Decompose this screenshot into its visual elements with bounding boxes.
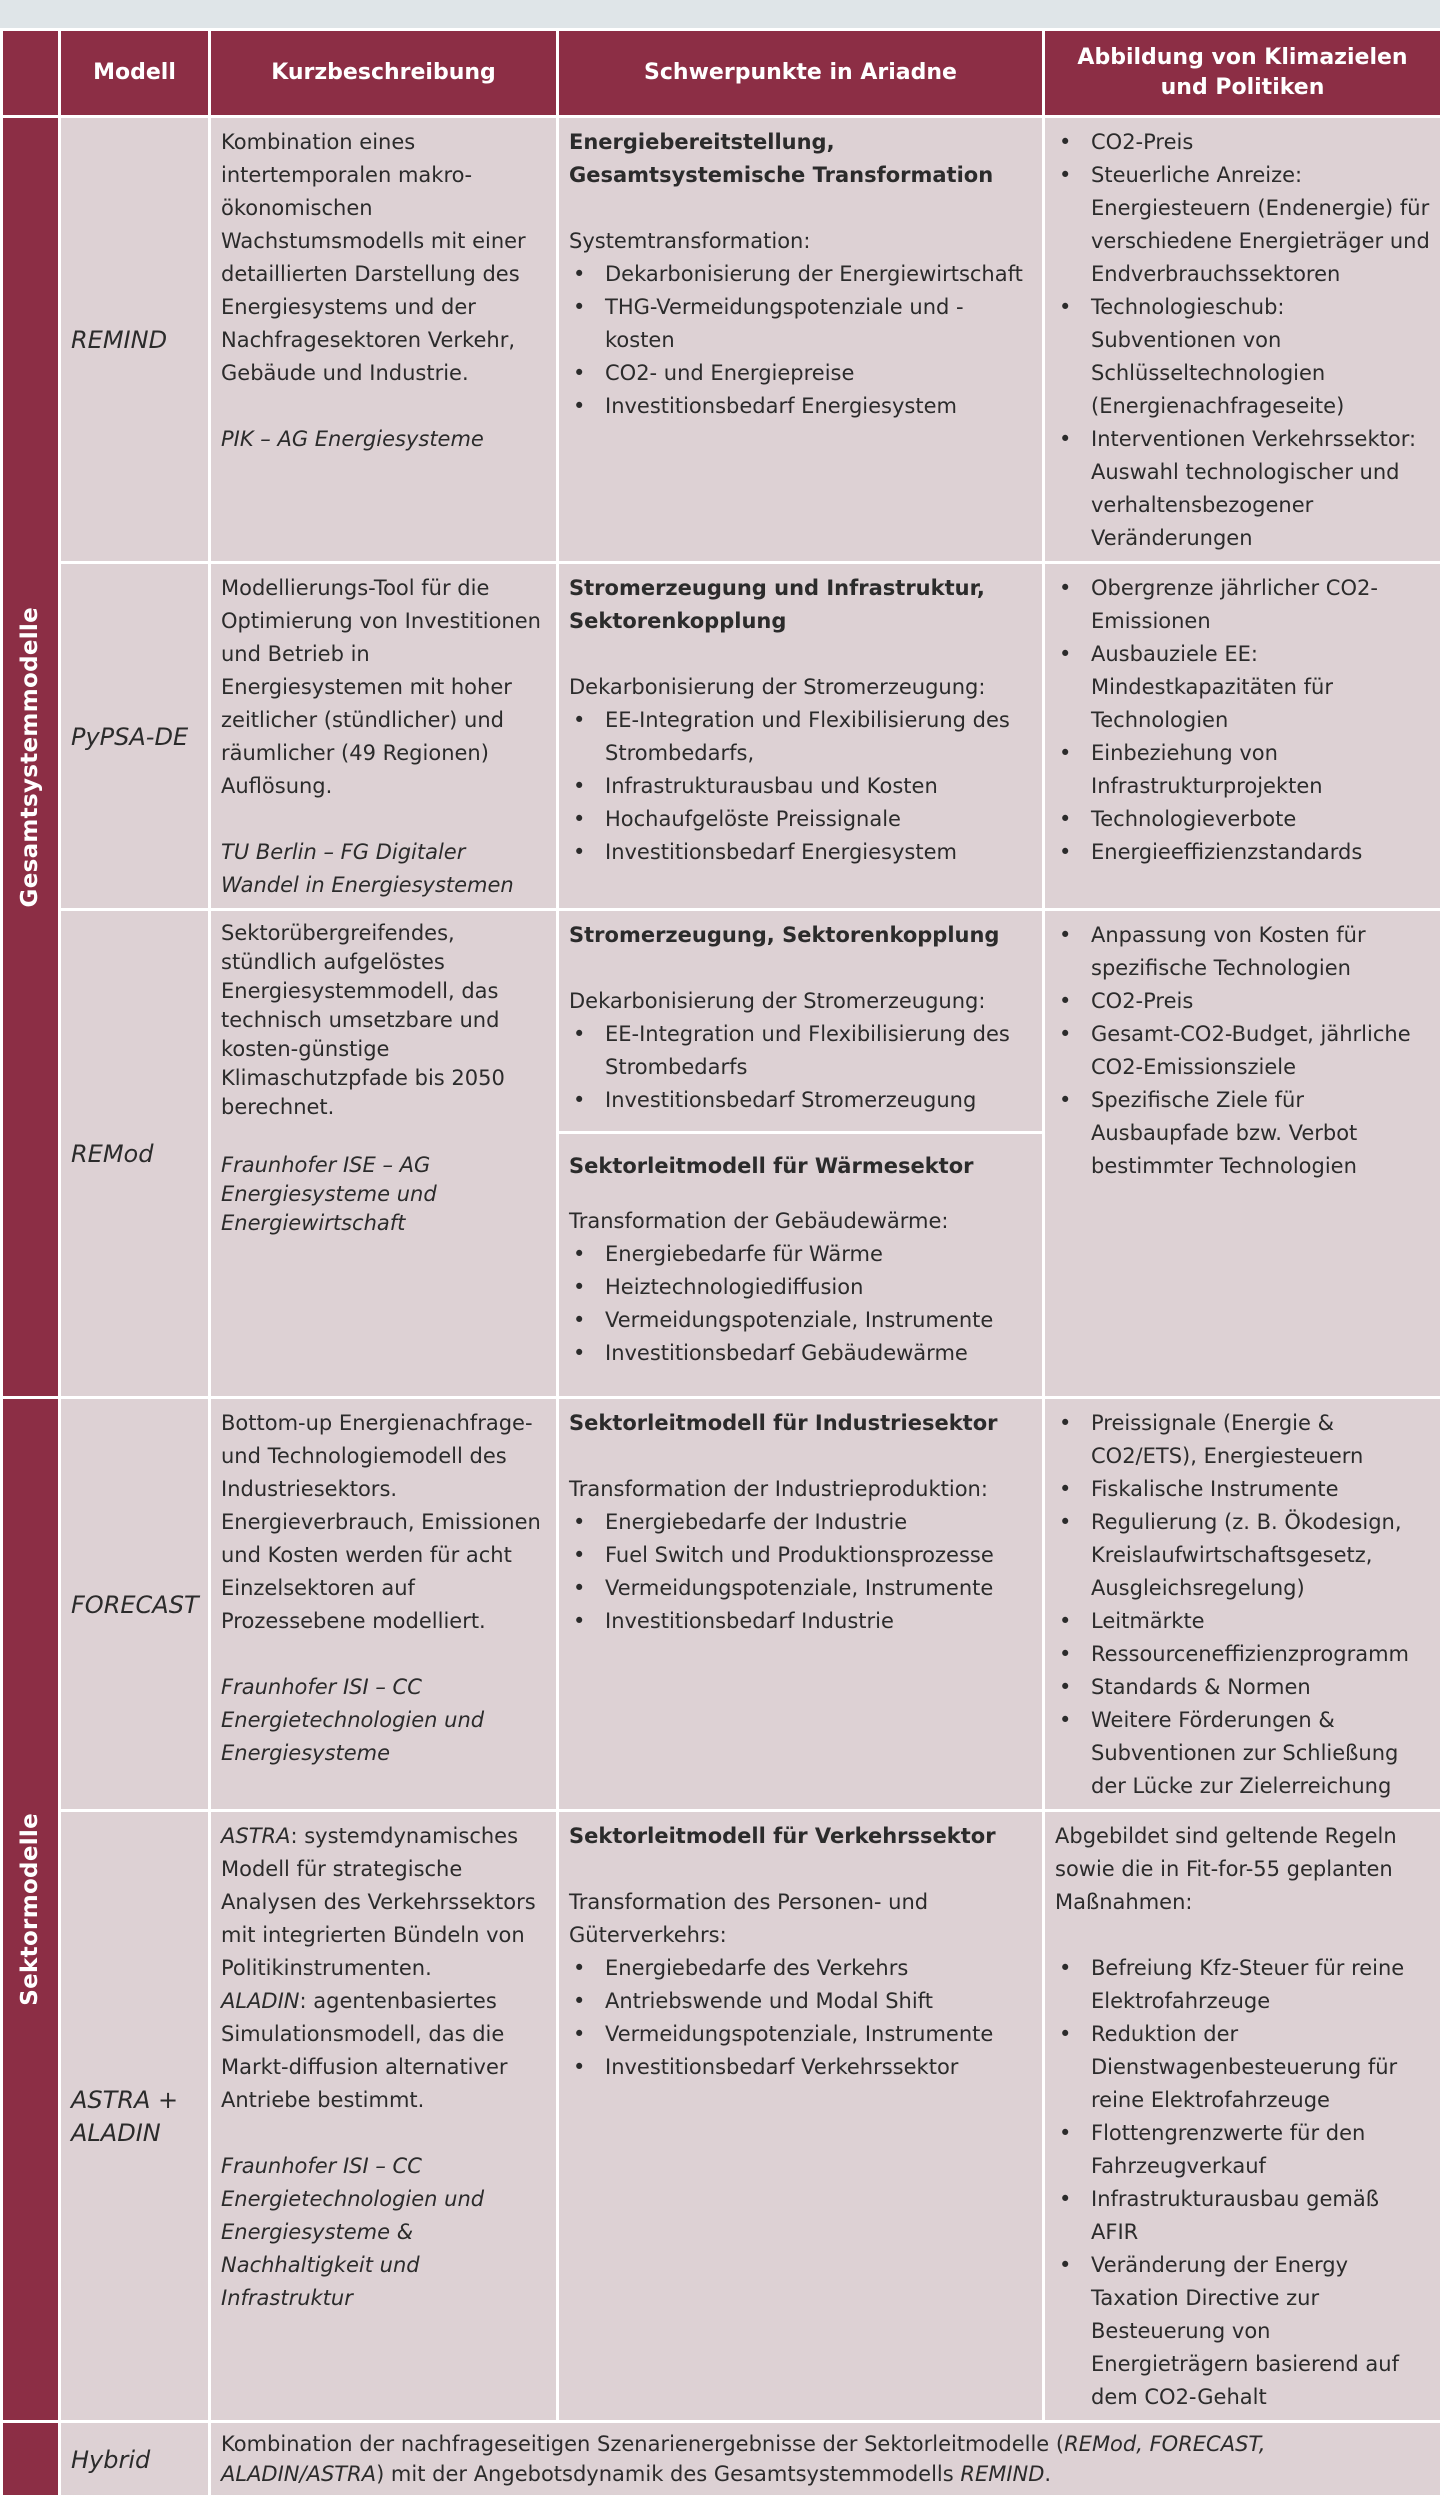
list-item: • Heiztechnologiediffusion xyxy=(569,1271,1032,1304)
list-item: • Fuel Switch und Produktionsprozesse xyxy=(569,1539,1032,1572)
list-item: • Befreiung Kfz-Steuer für reine Elektrofahrzeuge xyxy=(1055,1952,1430,2018)
model-name: PyPSA-DE xyxy=(60,563,210,910)
list-item: • Energiebedarfe der Industrie xyxy=(569,1506,1032,1539)
model-ref: ASTRA xyxy=(221,1824,290,1848)
list-item: • Reduktion der Dienstwagenbesteuerung für reine Elektrofahrzeuge xyxy=(1055,2018,1430,2117)
policy-list xyxy=(1055,126,1430,555)
focus-subtitle: Transformation des Personen- und Güterverkehrs: xyxy=(569,1886,1032,1952)
list-item: • Veränderung der Energy Taxation Directive zur Besteuerung von Energieträgern basierend auf dem CO2-Gehalt xyxy=(1055,2249,1430,2414)
list-item: • THG-Vermeidungspotenziale und -kosten xyxy=(569,291,1032,357)
institution: Fraunhofer ISI – CC Energietechnologien und Energiesysteme & Nachhaltigkeit und Infrastruktur xyxy=(221,2150,546,2315)
list-item: • EE-Integration und Flexibilisierung des Strombedarfs, xyxy=(569,704,1032,770)
focus-cell xyxy=(558,910,1044,1398)
description-cell xyxy=(210,1398,558,1811)
list-item: • Weitere Förderungen & Subventionen zur Schließung der Lücke zur Zielerreichung xyxy=(1055,1704,1430,1803)
model-name: Hybrid xyxy=(60,2422,210,2497)
institution: Fraunhofer ISE – AG Energiesysteme und Energiewirtschaft xyxy=(221,1151,546,1238)
header-corner xyxy=(2,30,60,117)
list-item: • CO2-Preis xyxy=(1055,126,1430,159)
list-item: • Antriebswende und Modal Shift xyxy=(569,1985,1032,2018)
hybrid-text-part: . xyxy=(1044,2462,1051,2486)
hybrid-remind: REMIND xyxy=(960,2462,1044,2486)
list-item: • EE-Integration und Flexibilisierung des Strombedarfs xyxy=(569,1018,1032,1084)
list-item: • Anpassung von Kosten für spezifische Technologien xyxy=(1055,919,1430,985)
focus-title: Sektorleitmodell für Industriesektor xyxy=(569,1407,1032,1440)
institution: Fraunhofer ISI – CC Energietechnologien und Energiesysteme xyxy=(221,1671,546,1770)
description-cell xyxy=(210,910,558,1398)
focus-section-warme xyxy=(559,1131,1042,1370)
category-label: Sektormodelle xyxy=(14,1813,47,2006)
description-cell xyxy=(210,117,558,563)
model-table xyxy=(0,28,1440,2498)
policy-intro: Abgebildet sind geltende Regeln sowie die in Fit-for-55 geplanten Maßnahmen: xyxy=(1055,1820,1430,1919)
focus-subtitle: Systemtransformation: xyxy=(569,225,1032,258)
policy-list xyxy=(1055,919,1430,1183)
list-item: • Obergrenze jährlicher CO2-Emissionen xyxy=(1055,572,1430,638)
description-cell xyxy=(210,563,558,910)
list-item: • Investitionsbedarf Stromerzeugung xyxy=(569,1084,1032,1117)
description-text: Modellierungs-Tool für die Optimierung von Investitionen und Betrieb in Energiesystemen mit hoher zeitlicher (stündlicher) und räumlicher (49 Regionen) Auflösung. xyxy=(221,576,541,798)
focus-list xyxy=(569,1506,1032,1638)
header-modell: Modell xyxy=(60,30,210,117)
list-item: • Investitionsbedarf Verkehrssektor xyxy=(569,2051,1032,2084)
row-hybrid xyxy=(2,2422,1440,2497)
description-cell xyxy=(210,1811,558,2422)
list-item: • Technologieschub: Subventionen von Schlüsseltechnologien (Energienachfrageseite) xyxy=(1055,291,1430,423)
focus-list xyxy=(569,1018,1032,1117)
list-item: • Steuerliche Anreize: Energiesteuern (Endenergie) für verschiedene Energieträger und Endverbrauchssektoren xyxy=(1055,159,1430,291)
description-text: : agentenbasiertes Simulationsmodell, das die Markt-diffusion alternativer Antriebe bestimmt. xyxy=(221,1989,508,2112)
header-row xyxy=(2,30,1440,117)
list-item: • Energiebedarfe des Verkehrs xyxy=(569,1952,1032,1985)
list-item: • Vermeidungspotenziale, Instrumente xyxy=(569,1304,1032,1337)
focus-title: Sektorleitmodell für Verkehrssektor xyxy=(569,1820,1032,1853)
list-item: • Interventionen Verkehrssektor: Auswahl technologischer und verhaltensbezogener Veränderungen xyxy=(1055,423,1430,555)
policy-cell xyxy=(1044,1398,1440,1811)
list-item: • Regulierung (z. B. Ökodesign, Kreislaufwirtschaftsgesetz, Ausgleichsregelung) xyxy=(1055,1506,1430,1605)
top-band xyxy=(0,0,1440,28)
category-sektor xyxy=(2,1398,60,2422)
policy-cell xyxy=(1044,117,1440,563)
focus-list xyxy=(569,258,1032,423)
header-schwerpunkte: Schwerpunkte in Ariadne xyxy=(558,30,1044,117)
list-item: • Hochaufgelöste Preissignale xyxy=(569,803,1032,836)
hybrid-models: REMod, FORECAST, ALADIN/ASTRA xyxy=(221,2432,1265,2486)
list-item: • Technologieverbote xyxy=(1055,803,1430,836)
focus-cell xyxy=(558,117,1044,563)
list-item: • Infrastrukturausbau gemäß AFIR xyxy=(1055,2183,1430,2249)
model-ref: ALADIN xyxy=(221,1989,300,2013)
focus-title: Stromerzeugung, Sektorenkopplung xyxy=(569,919,1032,952)
list-item: • Fiskalische Instrumente xyxy=(1055,1473,1430,1506)
row-forecast xyxy=(2,1398,1440,1811)
policy-list xyxy=(1055,1952,1430,2414)
focus-cell xyxy=(558,1398,1044,1811)
policy-list xyxy=(1055,572,1430,869)
description-text: : systemdynamisches Modell für strategische Analysen des Verkehrssektors mit integrierten Bündeln von Politikinstrumenten. xyxy=(221,1824,536,1980)
model-name: REMod xyxy=(60,910,210,1398)
focus-title: Sektorleitmodell für Wärmesektor xyxy=(569,1150,1032,1183)
policy-cell xyxy=(1044,910,1440,1398)
focus-list xyxy=(569,1952,1032,2084)
focus-cell xyxy=(558,1811,1044,2422)
category-label: Gesamtsystemmodelle xyxy=(14,607,47,907)
list-item: • Ressourceneffizienzprogramm xyxy=(1055,1638,1430,1671)
model-name: ASTRA + ALADIN xyxy=(60,1811,210,2422)
list-item: • Vermeidungspotenziale, Instrumente xyxy=(569,1572,1032,1605)
focus-list xyxy=(569,704,1032,869)
header-kurzbeschreibung: Kurzbeschreibung xyxy=(210,30,558,117)
list-item: • Investitionsbedarf Energiesystem xyxy=(569,390,1032,423)
model-name: REMIND xyxy=(60,117,210,563)
category-gesamtsystem xyxy=(2,117,60,1398)
focus-subtitle: Dekarbonisierung der Stromerzeugung: xyxy=(569,985,1032,1018)
institution: PIK – AG Energiesysteme xyxy=(221,423,546,456)
hybrid-text-part: ) mit der Angebotsdynamik des Gesamtsystemmodells xyxy=(376,2462,960,2486)
hybrid-description xyxy=(210,2422,1440,2497)
list-item: • Einbeziehung von Infrastrukturprojekten xyxy=(1055,737,1430,803)
description-text: Sektorübergreifendes, stündlich aufgelöstes Energiesystemmodell, das technisch umsetzbare und kosten-günstige Klimaschutzpfade bis 2050 berechnet. xyxy=(221,921,505,1119)
list-item: • Vermeidungspotenziale, Instrumente xyxy=(569,2018,1032,2051)
row-pypsa xyxy=(2,563,1440,910)
list-item: • Investitionsbedarf Gebäudewärme xyxy=(569,1337,1032,1370)
description-text: Kombination eines intertemporalen makroökonomischen Wachstumsmodells mit einer detaillierten Darstellung des Energiesystems und der Nachfragesektoren Verkehr, Gebäude und Industrie. xyxy=(221,130,526,385)
focus-subtitle: Transformation der Industrieproduktion: xyxy=(569,1473,1032,1506)
category-empty xyxy=(2,2422,60,2497)
list-item: • Preissignale (Energie & CO2/ETS), Energiesteuern xyxy=(1055,1407,1430,1473)
list-item: • Investitionsbedarf Industrie xyxy=(569,1605,1032,1638)
row-remind xyxy=(2,117,1440,563)
hybrid-text-part: Kombination der nachfrageseitigen Szenarienergebnisse der Sektorleitmodelle ( xyxy=(221,2432,1064,2456)
policy-cell xyxy=(1044,563,1440,910)
list-item: • Spezifische Ziele für Ausbaupfade bzw. Verbot bestimmter Technologien xyxy=(1055,1084,1430,1183)
list-item: • Energiebedarfe für Wärme xyxy=(569,1238,1032,1271)
model-name: FORECAST xyxy=(60,1398,210,1811)
focus-cell xyxy=(558,563,1044,910)
focus-subtitle: Dekarbonisierung der Stromerzeugung: xyxy=(569,671,1032,704)
list-item: • Energieeffizienzstandards xyxy=(1055,836,1430,869)
focus-subtitle: Transformation der Gebäudewärme: xyxy=(569,1205,1032,1238)
list-item: • CO2- und Energiepreise xyxy=(569,357,1032,390)
focus-title: Stromerzeugung und Infrastruktur, Sektorenkopplung xyxy=(569,572,1032,638)
list-item: • Standards & Normen xyxy=(1055,1671,1430,1704)
list-item: • Ausbauziele EE: Mindestkapazitäten für Technologien xyxy=(1055,638,1430,737)
description-text: Bottom-up Energienachfrage- und Technologiemodell des Industriesektors. Energieverbrauch, Emissionen und Kosten werden für acht Einzelsektoren auf Prozessebene modelliert. xyxy=(221,1411,541,1633)
row-remod xyxy=(2,910,1440,1398)
policy-cell xyxy=(1044,1811,1440,2422)
policy-list xyxy=(1055,1407,1430,1803)
list-item: • Flottengrenzwerte für den Fahrzeugverkauf xyxy=(1055,2117,1430,2183)
row-astra-aladin xyxy=(2,1811,1440,2422)
focus-list xyxy=(569,1238,1032,1370)
list-item: • Leitmärkte xyxy=(1055,1605,1430,1638)
list-item: • Infrastrukturausbau und Kosten xyxy=(569,770,1032,803)
focus-title: Energiebereitstellung, Gesamtsystemische Transformation xyxy=(569,126,1032,192)
list-item: • CO2-Preis xyxy=(1055,985,1430,1018)
list-item: • Dekarbonisierung der Energiewirtschaft xyxy=(569,258,1032,291)
list-item: • Gesamt-CO2-Budget, jährliche CO2-Emissionsziele xyxy=(1055,1018,1430,1084)
list-item: • Investitionsbedarf Energiesystem xyxy=(569,836,1032,869)
header-klimaziele: Abbildung von Klimazielen und Politiken xyxy=(1044,30,1440,117)
institution: TU Berlin – FG Digitaler Wandel in Energiesystemen xyxy=(221,836,546,902)
